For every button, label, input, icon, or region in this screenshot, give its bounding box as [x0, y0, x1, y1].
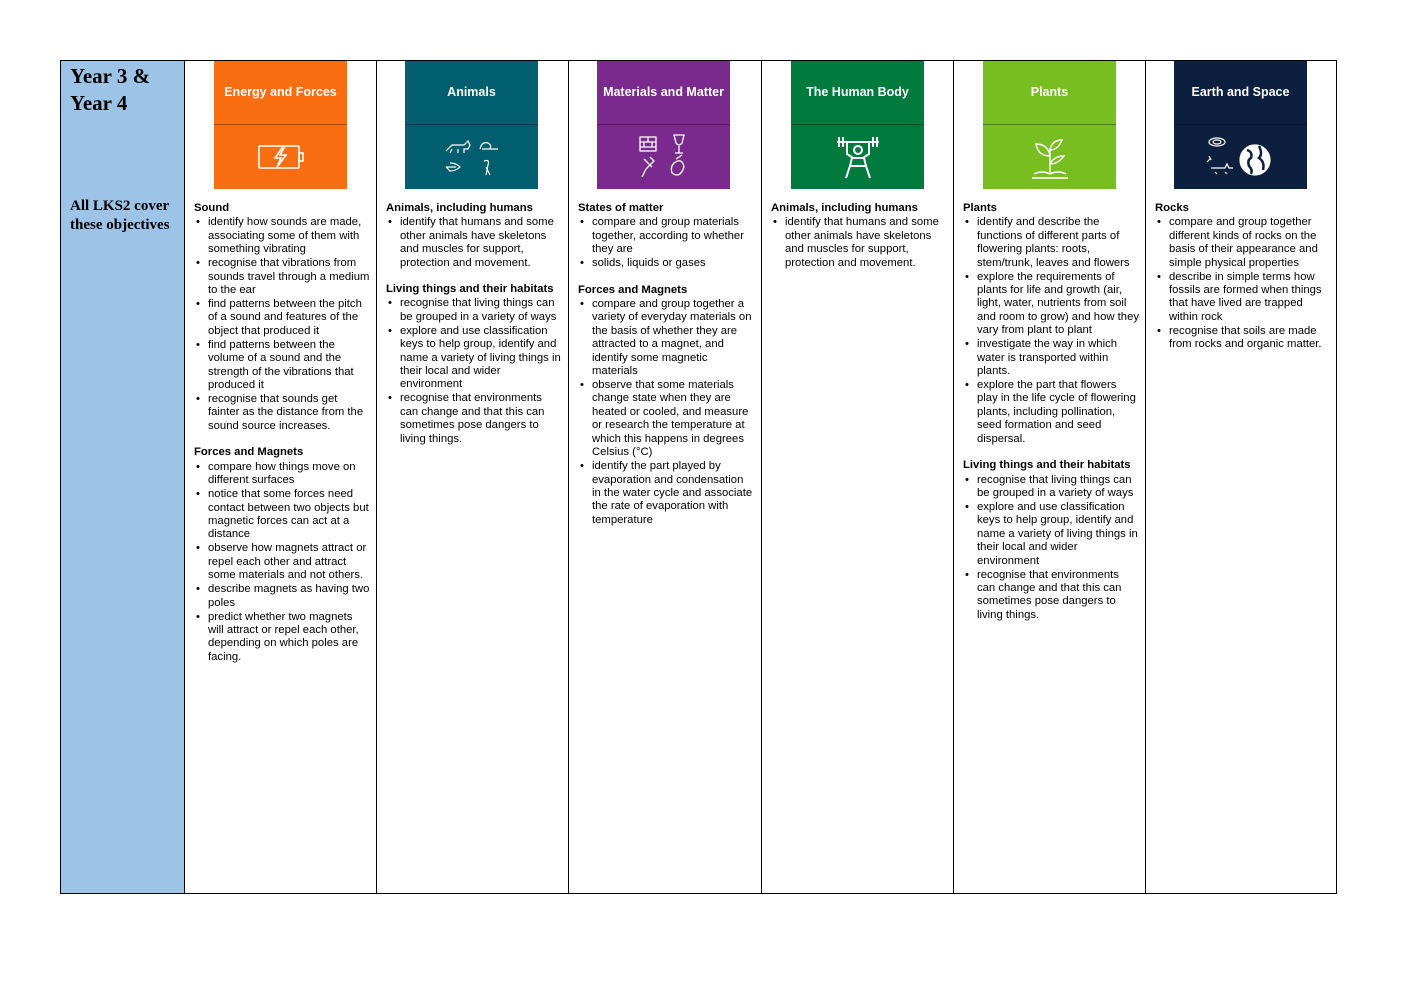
- year-title-line1: Year 3 &: [70, 64, 151, 88]
- objective-item: • recognise that environments can change and that this can sometimes pose dangers to living things.: [400, 392, 562, 446]
- objective-item: • observe that some materials change state when they are heated or cooled, and measure or research the temperature at which this happens in degrees Celsius (°C): [592, 379, 755, 459]
- objective-item: • recognise that environments can change and that this can sometimes pose dangers to living things.: [977, 569, 1139, 623]
- subject-badge-the-human-body: [791, 61, 924, 189]
- objective-item: • observe how magnets attract or repel each other and attract some materials and not others.: [208, 542, 370, 582]
- objective-bullets: [1155, 216, 1332, 351]
- section-title: Rocks: [1155, 202, 1189, 214]
- materials-icon: [597, 125, 730, 189]
- objectives-list: [1155, 202, 1332, 352]
- objective-item: • identify how sounds are made, associating some of them with something vibrating: [208, 216, 370, 256]
- section-title: Living things and their habitats: [963, 459, 1131, 472]
- animals-icon: [405, 125, 538, 189]
- objective-item: • recognise that living things can be grouped in a variety of ways: [400, 297, 562, 324]
- objective-item: • investigate the way in which water is transported within plants.: [977, 338, 1139, 378]
- objective-item: • explore and use classification keys to help group, identify and name a variety of living things in their local and wider environment: [977, 501, 1139, 568]
- objective-section: [194, 446, 370, 664]
- objective-section: [386, 283, 562, 446]
- year-column: [61, 61, 184, 893]
- objective-item: • explore the requirements of plants for life and growth (air, light, water, nutrients from soil and room to grow) and how they vary from plant to plant: [977, 271, 1139, 338]
- objective-bullets: [578, 216, 755, 270]
- section-title: States of matter: [578, 202, 664, 214]
- weightlifter-icon: [791, 125, 924, 189]
- objective-item: • recognise that sounds get fainter as the distance from the sound source increases.: [208, 393, 370, 433]
- objective-bullets: [963, 216, 1139, 446]
- objective-section: [963, 459, 1139, 622]
- objective-section: [771, 202, 947, 270]
- objective-bullets: [194, 216, 370, 433]
- objective-bullets: [963, 474, 1139, 623]
- subject-badge-label: Animals: [405, 61, 538, 125]
- objective-item: • compare how things move on different surfaces: [208, 461, 370, 488]
- subject-column-earth-and-space: [1145, 61, 1338, 893]
- curriculum-table: [60, 60, 1337, 894]
- subject-badge-materials-and-matter: [597, 61, 730, 189]
- objective-section: [963, 202, 1139, 446]
- subject-badge-label: Materials and Matter: [597, 61, 730, 125]
- objective-item: • identify and describe the functions of different parts of flowering plants: roots, stem/trunk, leaves and flowers: [977, 216, 1139, 270]
- objective-item: • explore the part that flowers play in the life cycle of flowering plants, including pollination, seed formation and seed dispersal.: [977, 379, 1139, 446]
- subject-badge-animals: [405, 61, 538, 189]
- globe-icon: [1174, 125, 1307, 189]
- objective-item: • describe in simple terms how fossils are formed when things that have lived are trapped within rock: [1169, 271, 1332, 325]
- objective-item: • find patterns between the pitch of a sound and features of the object that produced it: [208, 298, 370, 338]
- subject-badge-plants: [983, 61, 1116, 189]
- objective-section: [578, 202, 755, 271]
- objective-item: • recognise that living things can be grouped in a variety of ways: [977, 474, 1139, 501]
- objectives-list: [771, 202, 947, 271]
- objective-item: • solids, liquids or gases: [592, 257, 755, 270]
- section-title: Animals, including humans: [771, 202, 918, 214]
- objectives-list: [578, 202, 755, 528]
- objective-item: • predict whether two magnets will attract or repel each other, depending on which poles are facing.: [208, 611, 370, 665]
- subject-badge-label: Plants: [983, 61, 1116, 125]
- objective-bullets: [386, 216, 562, 270]
- objective-section: [578, 284, 755, 528]
- objective-item: • compare and group materials together, according to whether they are: [592, 216, 755, 256]
- objective-item: • recognise that vibrations from sounds travel through a medium to the ear: [208, 257, 370, 297]
- objectives-list: [386, 202, 562, 447]
- objective-section: [1155, 202, 1332, 352]
- objective-item: • identify the part played by evaporation and condensation in the water cycle and associate the rate of evaporation with temperature: [592, 460, 755, 527]
- objective-item: • notice that some forces need contact between two objects but magnetic forces can act at a distance: [208, 488, 370, 542]
- section-title: Forces and Magnets: [578, 283, 688, 296]
- objective-item: • compare and group together different kinds of rocks on the basis of their appearance and simple physical properties: [1169, 216, 1332, 270]
- objective-item: • recognise that soils are made from rocks and organic matter.: [1169, 325, 1332, 352]
- section-title: Living things and their habitats: [386, 283, 554, 296]
- year-title-line2: Year 4: [70, 91, 128, 115]
- subject-badge-label: Energy and Forces: [214, 61, 347, 125]
- objective-item: • describe magnets as having two poles: [208, 583, 370, 610]
- objective-item: • compare and group together a variety of everyday materials on the basis of whether they are attracted to a magnet, and identify some magnetic materials: [592, 298, 755, 378]
- subject-column-energy-and-forces: [184, 61, 376, 893]
- objectives-list: [963, 202, 1139, 623]
- section-title: Animals, including humans: [386, 202, 533, 214]
- objective-bullets: [771, 216, 947, 270]
- section-title: Forces and Magnets: [194, 446, 304, 459]
- subject-column-plants: [953, 61, 1145, 893]
- subject-column-materials-and-matter: [568, 61, 761, 893]
- objectives-list: [194, 202, 370, 665]
- lks2-note: All LKS2 cover these objectives: [70, 198, 170, 233]
- objective-bullets: [386, 297, 562, 446]
- objective-item: • identify that humans and some other animals have skeletons and muscles for support, protection and movement.: [400, 216, 562, 270]
- subject-badge-earth-and-space: [1174, 61, 1307, 189]
- objective-bullets: [194, 461, 370, 664]
- battery-charging-icon: [214, 125, 347, 189]
- seedling-icon: [983, 125, 1116, 189]
- subject-column-the-human-body: [761, 61, 953, 893]
- objective-section: [386, 202, 562, 270]
- objective-item: • identify that humans and some other animals have skeletons and muscles for support, protection and movement.: [785, 216, 947, 270]
- subject-badge-label: Earth and Space: [1174, 61, 1307, 125]
- subject-badge-label: The Human Body: [791, 61, 924, 125]
- objective-item: • explore and use classification keys to help group, identify and name a variety of living things in their local and wider environment: [400, 325, 562, 392]
- section-title: Plants: [963, 202, 997, 214]
- subject-badge-energy-and-forces: [214, 61, 347, 189]
- section-title: Sound: [194, 202, 230, 214]
- subject-column-animals: [376, 61, 568, 893]
- objective-item: • find patterns between the volume of a sound and the strength of the vibrations that produced it: [208, 339, 370, 393]
- objective-bullets: [578, 298, 755, 527]
- objective-section: [194, 202, 370, 433]
